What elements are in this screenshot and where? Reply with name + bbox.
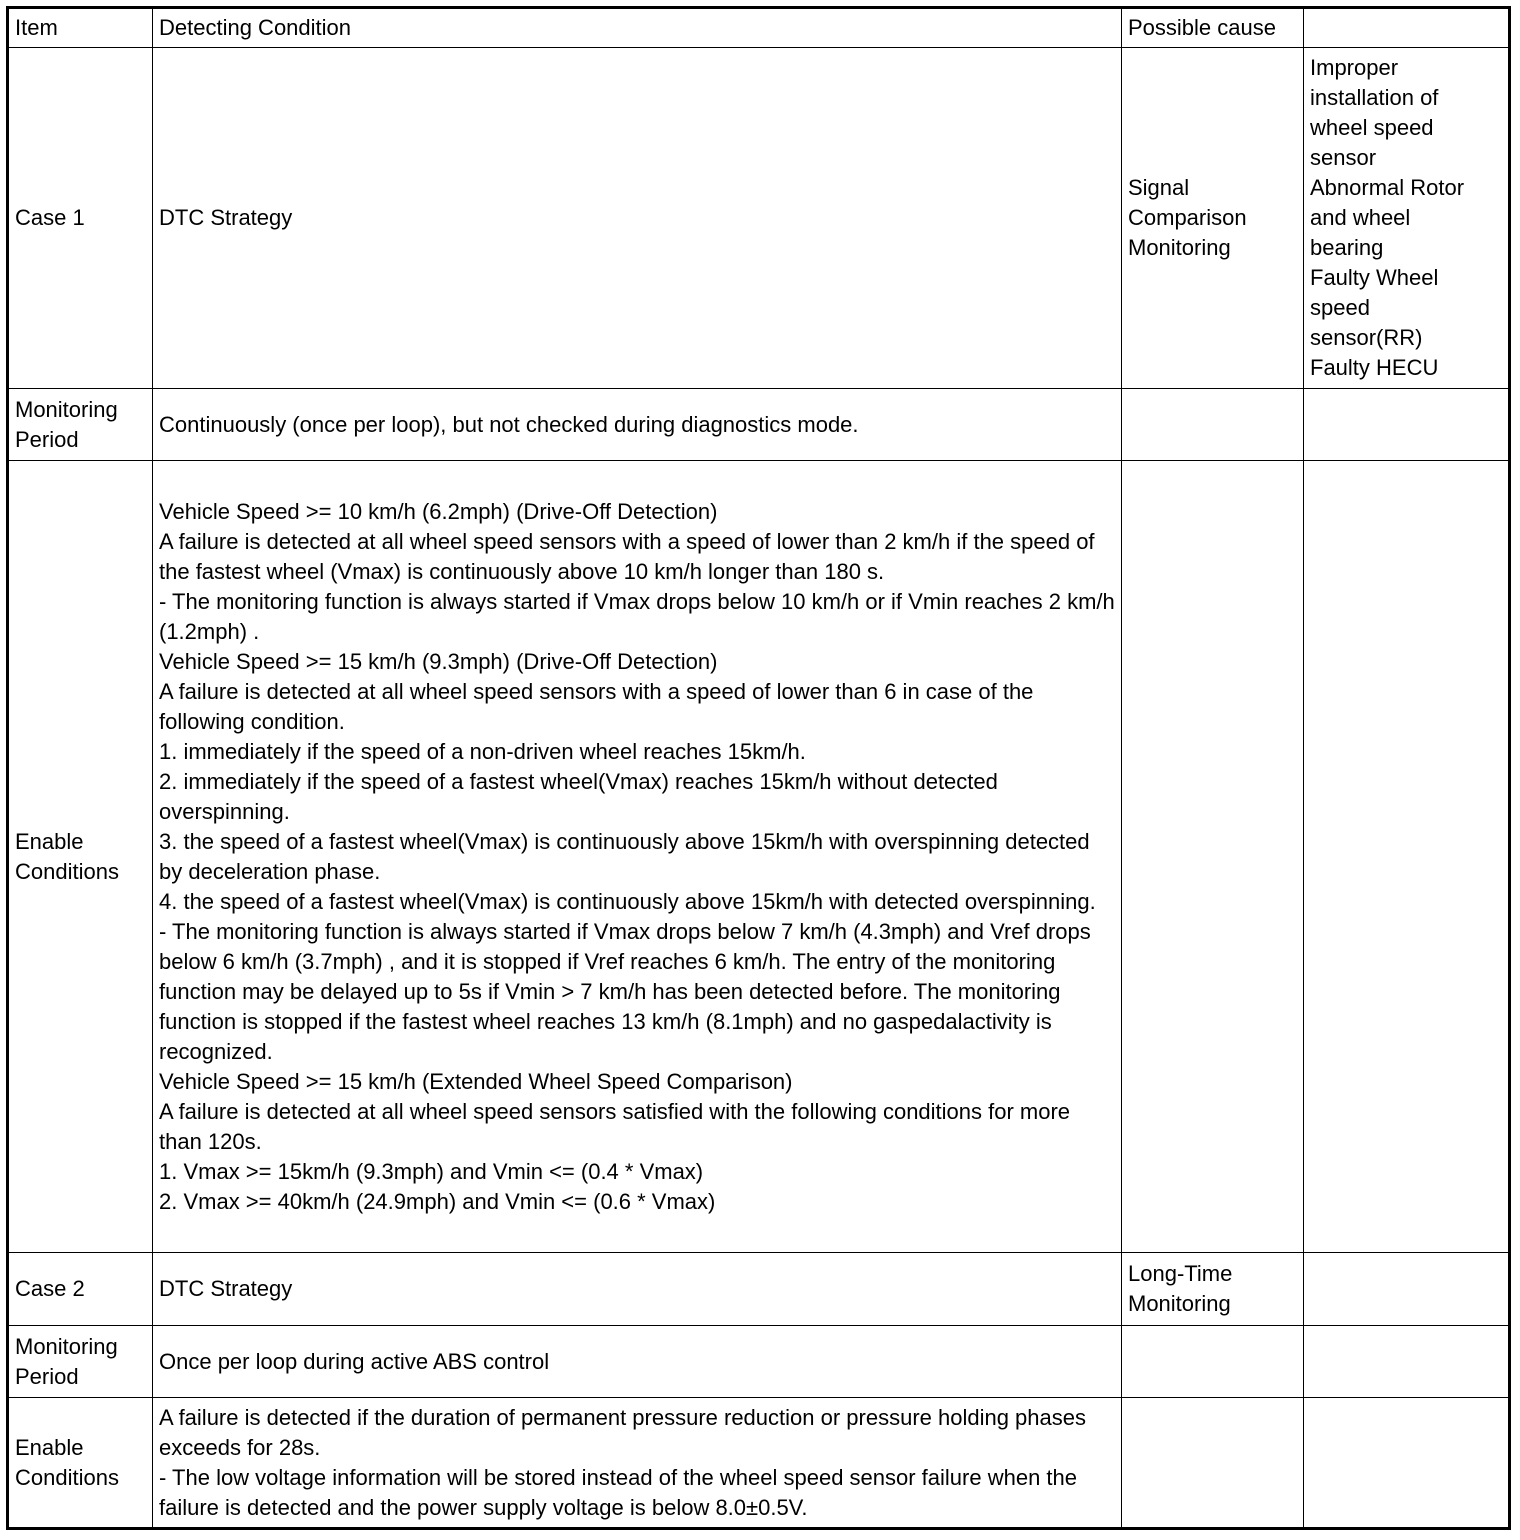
case1-extra-line: and wheel — [1310, 205, 1411, 230]
header-item: Item — [8, 8, 153, 48]
case1-condition: DTC Strategy — [153, 48, 1122, 389]
case1-extra-line: installation of — [1310, 85, 1439, 110]
monitoring1-item-line: Monitoring — [15, 396, 118, 422]
case1-cause-line: Signal — [1128, 175, 1190, 200]
enable1-item-line: Conditions — [15, 858, 119, 884]
enable1-line: - The monitoring function is always started if Vmax drops below 7 km/h (4.3mph) and Vref drops below 6 km/h (3.7mph) , and it is stopped if Vref reaches 6 km/h. The entry of the monitoring function may be delayed up to 5s if Vmin > 7 km/h has been detected before. The monitoring function is stopped if the fastest wheel reaches 13 km/h (8.1mph) and no gaspedalactivity is recognized. — [159, 918, 1091, 1064]
enable1-extra-empty — [1304, 461, 1510, 1253]
header-possible-cause: Possible cause — [1122, 8, 1304, 48]
enable1-line: 1. Vmax >= 15km/h (9.3mph) and Vmin <= (0.4 * Vmax) — [159, 1158, 704, 1184]
case1-extra-line: Improper — [1310, 55, 1399, 80]
enable1-cause-empty — [1122, 461, 1304, 1253]
enable2-line: A failure is detected if the duration of permanent pressure reduction or pressure holding phases exceeds for 28s. — [159, 1404, 1086, 1460]
case2-extra-empty — [1304, 1253, 1510, 1326]
enable2-item — [8, 1398, 153, 1529]
case2-condition: DTC Strategy — [153, 1253, 1122, 1326]
case1-extra-line: speed — [1310, 295, 1370, 320]
enable1-line: 1. immediately if the speed of a non-driven wheel reaches 15km/h. — [159, 738, 806, 764]
monitoring2-condition: Once per loop during active ABS control — [153, 1326, 1122, 1398]
enable1-condition — [153, 461, 1122, 1253]
monitoring2-cause-empty — [1122, 1326, 1304, 1398]
enable2-line: - The low voltage information will be stored instead of the wheel speed sensor failure when the failure is detected and the power supply voltage is below 8.0±0.5V. — [159, 1464, 1078, 1520]
header-detecting-condition: Detecting Condition — [153, 8, 1122, 48]
case1-possible-causes-list — [1304, 48, 1510, 389]
case1-extra-line: Faulty Wheel — [1310, 265, 1439, 290]
enable1-line: 4. the speed of a fastest wheel(Vmax) is continuously above 15km/h with detected overspinning. — [159, 888, 1096, 914]
case1-cause — [1122, 48, 1304, 389]
monitoring1-condition: Continuously (once per loop), but not checked during diagnostics mode. — [153, 389, 1122, 461]
enable1-line: Vehicle Speed >= 15 km/h (Extended Wheel Speed Comparison) — [159, 1068, 793, 1094]
enable-conditions-row-2 — [8, 1398, 1510, 1529]
enable1-line: A failure is detected at all wheel speed sensors with a speed of lower than 2 km/h if the speed of the fastest wheel (Vmax) is continuously above 10 km/h longer than 180 s. — [159, 528, 1095, 584]
enable1-line: A failure is detected at all wheel speed sensors with a speed of lower than 6 in case of the following condition. — [159, 678, 1034, 734]
case1-extra-line: bearing — [1310, 235, 1384, 260]
case2-cause-line: Monitoring — [1128, 1291, 1231, 1316]
enable1-line: A failure is detected at all wheel speed sensors satisfied with the following conditions for more than 120s. — [159, 1098, 1071, 1154]
case2-item: Case 2 — [8, 1253, 153, 1326]
enable2-item-line: Enable — [15, 1434, 84, 1460]
monitoring1-item — [8, 389, 153, 461]
case2-row — [8, 1253, 1510, 1326]
monitoring1-cause-empty — [1122, 389, 1304, 461]
case1-extra-line: wheel speed — [1310, 115, 1434, 140]
case1-extra-line: Faulty HECU — [1310, 355, 1439, 380]
monitoring2-item — [8, 1326, 153, 1398]
monitoring1-item-line: Period — [15, 426, 79, 452]
case1-item: Case 1 — [8, 48, 153, 389]
monitoring-period-row-2 — [8, 1326, 1510, 1398]
enable1-line: Vehicle Speed >= 10 km/h (6.2mph) (Drive-Off Detection) — [159, 498, 718, 524]
enable2-cause-empty — [1122, 1398, 1304, 1529]
case1-cause-line: Comparison — [1128, 205, 1247, 230]
case2-cause — [1122, 1253, 1304, 1326]
monitoring2-item-line: Period — [15, 1363, 79, 1389]
enable2-condition — [153, 1398, 1122, 1529]
enable1-line: 3. the speed of a fastest wheel(Vmax) is continuously above 15km/h with overspinning detected by deceleration phase. — [159, 828, 1090, 884]
case1-extra-line: Abnormal Rotor — [1310, 175, 1465, 200]
monitoring2-extra-empty — [1304, 1326, 1510, 1398]
monitoring-period-row-1 — [8, 389, 1510, 461]
enable1-item — [8, 461, 153, 1253]
enable1-item-line: Enable — [15, 828, 84, 854]
case1-row — [8, 48, 1510, 389]
case2-cause-line: Long-Time — [1128, 1261, 1233, 1286]
enable-conditions-row-1 — [8, 461, 1510, 1253]
enable1-line: Vehicle Speed >= 15 km/h (9.3mph) (Drive-Off Detection) — [159, 648, 718, 674]
case1-extra-line: sensor — [1310, 145, 1377, 170]
monitoring2-item-line: Monitoring — [15, 1333, 118, 1359]
case1-cause-line: Monitoring — [1128, 235, 1231, 260]
header-empty — [1304, 8, 1510, 48]
enable2-item-line: Conditions — [15, 1464, 119, 1490]
monitoring1-extra-empty — [1304, 389, 1510, 461]
case1-extra-line: sensor(RR) — [1310, 325, 1423, 350]
enable2-extra-empty — [1304, 1398, 1510, 1529]
enable1-line: 2. immediately if the speed of a fastest wheel(Vmax) reaches 15km/h without detected overspinning. — [159, 768, 998, 824]
header-row — [8, 8, 1510, 48]
enable1-line: 2. Vmax >= 40km/h (24.9mph) and Vmin <= (0.6 * Vmax) — [159, 1188, 716, 1214]
dtc-detecting-condition-table — [6, 6, 1511, 1530]
enable1-line: - The monitoring function is always started if Vmax drops below 10 km/h or if Vmin reaches 2 km/h (1.2mph) . — [159, 588, 1115, 644]
